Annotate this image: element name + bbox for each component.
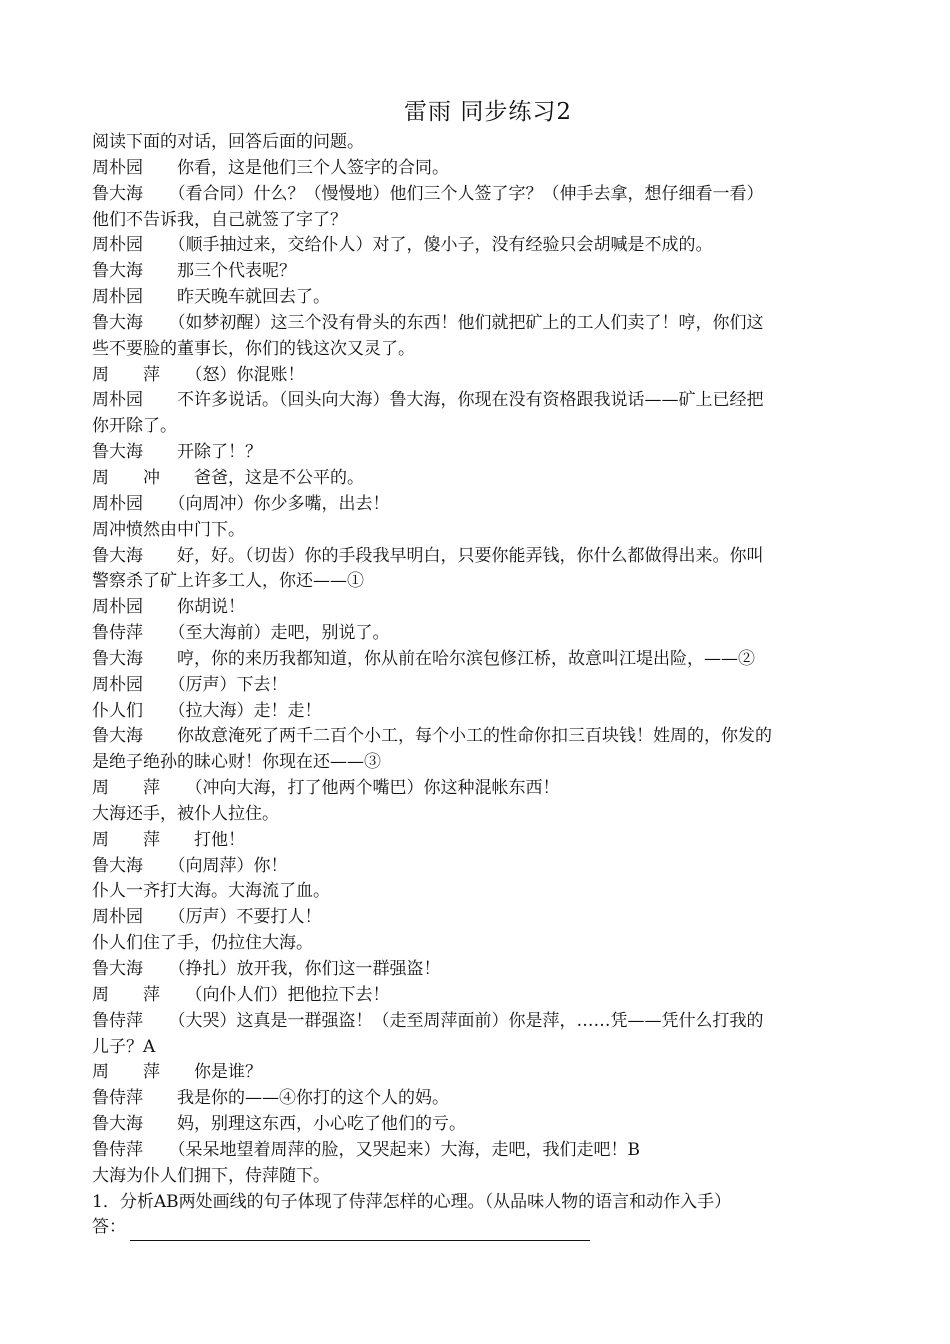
text-line: 周冲愤然由中门下。 xyxy=(92,519,245,540)
text-line: 周朴园 （向周冲）你少多嘴，出去！ xyxy=(92,493,390,514)
text-line: 周朴园 （顺手抽过来，交给仆人）对了，傻小子，没有经验只会胡喊是不成的。 xyxy=(92,235,713,256)
text-line: 鲁大海 （如梦初醒）这三个没有骨头的东西！他们就把矿上的工人们卖了！哼，你们这 xyxy=(92,312,764,333)
text-line: 鲁大海 那三个代表呢？ xyxy=(92,261,296,282)
text-line: 周 萍 （冲向大海，打了他两个嘴巴）你这种混帐东西！ xyxy=(92,778,560,799)
text-line: 鲁侍萍 我是你的——④你打的这个人的妈。 xyxy=(92,1088,449,1109)
page-title: 雷雨 同步练习2 xyxy=(404,99,572,125)
text-line: 鲁大海 好，好。（切齿）你的手段我早明白，只要你能弄钱，你什么都做得出来。你叫 xyxy=(92,545,764,566)
text-line: 警察杀了矿上许多工人，你还——① xyxy=(92,571,364,592)
text-line: 周朴园 昨天晚车就回去了。 xyxy=(92,287,330,308)
answer-label: 答： xyxy=(92,1217,126,1238)
text-line: 仆人们 （拉大海）走！走！ xyxy=(92,700,322,721)
text-line: 鲁大海 开除了！？ xyxy=(92,442,262,463)
text-line: 周 萍 （向仆人们）把他拉下去！ xyxy=(92,984,390,1005)
text-line: 鲁大海 （挣扎）放开我，你们这一群强盗！ xyxy=(92,959,441,979)
text-line: 阅读下面的对话，回答后面的问题。 xyxy=(92,132,364,152)
answer-row xyxy=(92,1215,862,1241)
text-line: 些不要脸的董事长，你们的钱这次又灵了。 xyxy=(92,338,415,359)
text-line: 鲁大海 妈，别理这东西，小心吃了他们的亏。 xyxy=(92,1114,466,1135)
text-line: 他们不告诉我，自己就签了字了？ xyxy=(92,209,347,230)
text-line: 周朴园 不许多说话。（回头向大海）鲁大海，你现在没有资格跟我说话——矿上已经把 xyxy=(92,390,764,411)
text-line: 周 冲 爸爸，这是不公平的。 xyxy=(92,467,364,488)
text-line: 你开除了。 xyxy=(92,416,177,437)
text-line: 鲁大海 哼，你的来历我都知道，你从前在哈尔滨包修江桥，故意叫江堤出险，——② xyxy=(92,648,755,669)
text-line: 周朴园 （厉声）下去！ xyxy=(92,674,288,695)
dialogue-text xyxy=(92,130,862,1215)
text-line: 儿子？A xyxy=(92,1036,156,1057)
text-line: 鲁侍萍 （至大海前）走吧，别说了。 xyxy=(92,623,390,644)
text-line: 周朴园 你看，这是他们三个人签字的合同。 xyxy=(92,157,449,178)
text-line: 鲁侍萍 （大哭）这真是一群强盗！（走至周萍面前）你是萍，……凭——凭什么打我的 xyxy=(92,1010,764,1031)
text-line: 周 萍 （怒）你混账！ xyxy=(92,364,305,385)
text-line: 鲁侍萍 （呆呆地望着周萍的脸，又哭起来）大海，走吧，我们走吧！B xyxy=(92,1139,640,1160)
text-line: 鲁大海 你故意淹死了两千二百个小工，每个小工的性命你扣三百块钱！姓周的，你发的 xyxy=(92,726,772,747)
text-line: 大海为仆人们拥下，侍萍随下。 xyxy=(92,1165,330,1186)
text-line: 仆人一齐打大海。大海流了血。 xyxy=(92,881,330,902)
text-line: 是绝子绝孙的昧心财！你现在还——③ xyxy=(92,752,381,773)
text-line: 鲁大海 （看合同）什么？（慢慢地）他们三个人签了字？（伸手去拿，想仔细看一看） xyxy=(92,183,764,204)
text-line: 周朴园 你胡说！ xyxy=(92,597,245,618)
text-line: 仆人们住了手，仍拉住大海。 xyxy=(92,933,313,954)
text-line: 周 萍 打他！ xyxy=(92,829,245,850)
text-line: 周朴园 （厉声）不要打人！ xyxy=(92,907,322,928)
document-page xyxy=(92,94,862,1241)
text-line: 鲁大海 （向周萍）你！ xyxy=(92,855,288,876)
text-line: 1．分析AB两处画线的句子体现了侍萍怎样的心理。（从品味人物的语言和动作入手） xyxy=(92,1191,732,1212)
text-line: 周 萍 你是谁？ xyxy=(92,1062,262,1083)
text-line: 大海还手，被仆人拉住。 xyxy=(92,803,279,824)
answer-blank-line[interactable] xyxy=(130,1222,590,1241)
